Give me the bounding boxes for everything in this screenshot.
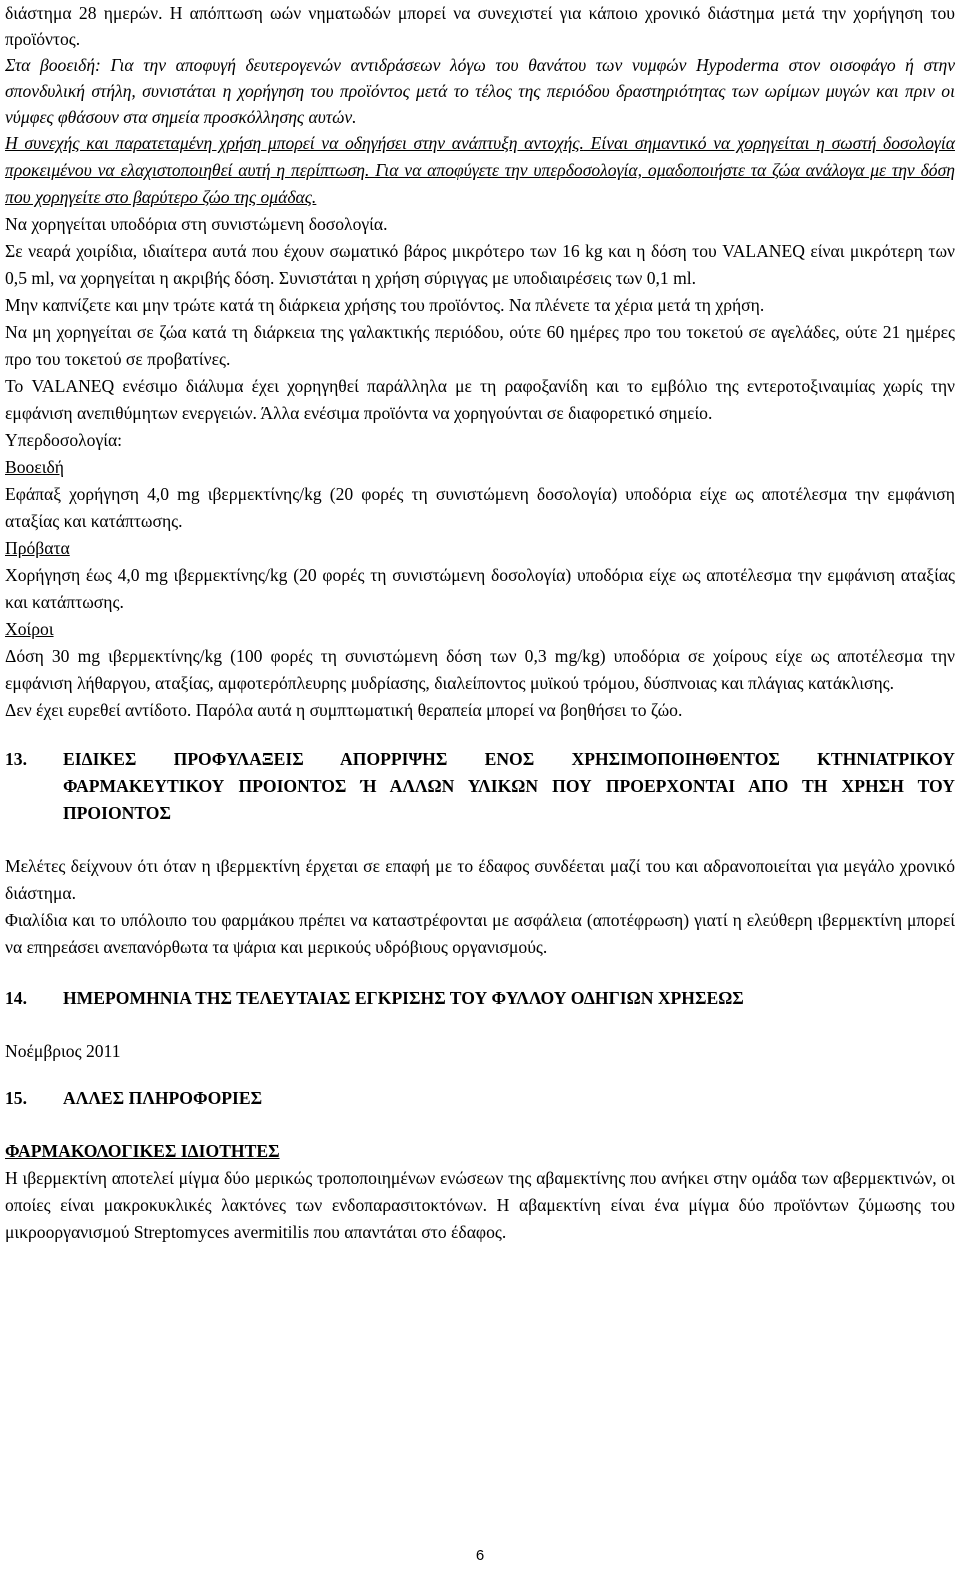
section-title: ΕΙΔΙΚΕΣ ΠΡΟΦΥΛΑΞΕΙΣ ΑΠΟΡΡΙΨΗΣ ΕΝΟΣ ΧΡΗΣΙΜΟΠΟΙΗΘΕΝΤΟΣ ΚΤΗΝΙΑΤΡΙΚΟΥ ΦΑΡΜΑΚΕΥΤΙΚΟΥ ΠΡΟΙΟΝΤΟΣ Ή ΑΛΛΩΝ ΥΛΙΚΩΝ ΠΟΥ ΠΡΟΕΡΧΟΝΤΑΙ ΑΠΟ ΤΗ ΧΡΗΣΗ ΤΟΥ ΠΡΟΙΟΝΤΟΣ <box>63 749 955 823</box>
section-14-heading <box>5 985 955 1012</box>
paragraph-text: Μην καπνίζετε και μην τρώτε κατά τη διάρκεια χρήσης του προϊόντος. <box>5 295 505 315</box>
spacer <box>5 1012 955 1038</box>
overdose-label: Υπερδοσολογία: <box>5 430 123 450</box>
paragraph-text: Σε νεαρά χοιρίδια, ιδιαίτερα αυτά που έχουν σωματικό βάρος μικρότερο των 16 kg και η δόση του VALANEQ είναι μικρότερη των 0,5 ml, να χορηγείται η ακριβής δόση. <box>5 241 955 288</box>
page-number: 6 <box>475 1547 485 1564</box>
pigs-overdose-text: Δόση 30 mg ιβερμεκτίνης/kg (100 φορές τη συνιστώμενη δόση των 0,3 mg/kg) υποδόρια σε χοίρους είχε ως αποτέλεσμα την εμφάνιση λήθαργου, αταξίας, αμφοτερόπλευρης μυδρίασης, διαλείποντος μυϊκού τρόμου, δύσπνοιας και πλάγιας κατάκλισης. <box>5 646 955 693</box>
paragraph-text: Στα βοοειδή: Για την αποφυγή δευτερογενών αντιδράσεων λόγω του θανάτου των νυμφών Hypoderma στον οισοφάγο ή στην σπονδυλική στήλη, συνιστάται η χορήγηση του προϊόντος μετά το τέλος της περιόδου δραστηριότητας των ωρίμων μυγών και πριν οι νύμφες φθάσουν στα σημεία προσκόλλησης αυτών. <box>5 55 955 127</box>
paragraph-resistance <box>5 130 955 211</box>
document-page <box>5 0 955 1246</box>
section-number: 13. <box>5 749 27 769</box>
section-15-paragraph-1: Η ιβερμεκτίνη αποτελεί μίγμα δύο μερικώς τροποποιημένων ενώσεων της αβαμεκτίνης που ανήκει στην ομάδα των αβερμεκτινών, οι οποίες είναι μακροκυκλικές λακτόνες των ενδοπαρασιτοκτόνων. Η αβαμεκτίνη είναι ένα μίγμα δύο προϊόντων ζύμωσης του μικροοργανισμού Streptomyces avermitilis που απαντάται στο έδαφος. <box>5 1168 955 1242</box>
spacer <box>5 724 955 746</box>
correct-dose-sentence: Είναι σημαντικό να χορηγείται η σωστή δοσολογία προκειμένου να ελαχιστοποιηθεί αυτή η περίπτωση. <box>5 133 955 180</box>
sheep-label: Πρόβατα <box>5 538 70 558</box>
paragraph-text: Άλλα ενέσιμα προϊόντα να χορηγούνται σε διαφορετικό σημείο. <box>256 403 713 423</box>
resistance-sentence: Η συνεχής και παρατεταμένη χρήση μπορεί να οδηγήσει στην ανάπτυξη αντοχής. <box>5 133 584 153</box>
paragraph-lactation <box>5 319 955 373</box>
cattle-label: Βοοειδή <box>5 457 64 477</box>
section-title: ΗΜΕΡΟΜΗΝΙΑ ΤΗΣ ΤΕΛΕΥΤΑΙΑΣ ΕΓΚΡΙΣΗΣ ΤΟΥ ΦΥΛΛΟΥ ΟΔΗΓΙΩΝ ΧΡΗΣΕΩΣ <box>63 988 744 1008</box>
cattle-overdose-text: Εφάπαξ χορήγηση 4,0 mg ιβερμεκτίνης/kg (20 φορές τη συνιστώμενη δοσολογία) υποδόρια είχε ως αποτέλεσμα την εμφάνιση αταξίας και κατάπτωσης. <box>5 484 955 531</box>
paragraph-text: Να πλένετε τα χέρια μετά τη χρήση. <box>504 295 765 315</box>
paragraph-piglets <box>5 238 955 292</box>
paragraph-text: Το VALANEQ ενέσιμο διάλυμα έχει χορηγηθεί παράλληλα με τη ραφοξανίδη και το εμβόλιο της εντεροτοξιναιμίας χωρίς την εμφάνιση ανεπιθύμητων ενεργειών. <box>5 376 955 423</box>
paragraph-no-smoking <box>5 292 955 319</box>
pharmacological-properties-heading: ΦΑΡΜΑΚΟΛΟΓΙΚΕΣ ΙΔΙΟΤΗΤΕΣ <box>5 1141 280 1161</box>
paragraph-text: Να χορηγείται υποδόρια στη συνιστώμενη δοσολογία. <box>5 214 388 234</box>
section-15-heading <box>5 1085 955 1112</box>
paragraph-coadministration <box>5 373 955 427</box>
section-13-paragraph-2: Φιαλίδια και το υπόλοιπο του φαρμάκου πρέπει να καταστρέφονται με ασφάλεια (αποτέφρωση) γιατί η ελεύθερη ιβερμεκτίνη μπορεί να επηρεάσει ανεπανόρθωτα τα ψάρια και μερικούς υδρόβιους οργανισμούς. <box>5 910 955 957</box>
paragraph-egg-shedding <box>5 0 955 52</box>
paragraph-text: διάστημα 28 ημερών. Η απόπτωση ωών νηματωδών μπορεί να συνεχιστεί για κάποιο χρονικό διάστημα μετά την χορήγηση του προϊόντος. <box>5 3 955 49</box>
spacer <box>5 1112 955 1138</box>
spacer <box>5 1065 955 1085</box>
section-13-heading <box>5 746 955 827</box>
paragraph-text: Να μη χορηγείται σε ζώα κατά τη διάρκεια της γαλακτικής περιόδου, ούτε 60 ημέρες προ του τοκετού σε αγελάδες, ούτε 21 ημέρες προ του τοκετού σε προβατίνες. <box>5 322 955 369</box>
sheep-overdose-text: Χορήγηση έως 4,0 mg ιβερμεκτίνης/kg (20 φορές τη συνιστώμενη δοσολογία) υποδόρια είχε ως αποτέλεσμα την εμφάνιση αταξίας και κατάπτωσης. <box>5 565 955 612</box>
spacer <box>5 961 955 985</box>
section-number: 14. <box>5 988 27 1008</box>
paragraph-subcutaneous <box>5 211 955 238</box>
approval-date: Νοέμβριος 2011 <box>5 1041 121 1061</box>
grouping-sentence: Για να αποφύγετε την υπερδοσολογία, ομαδοποιήστε τα ζώα ανάλογα με την δόση που χορηγείτε στο βαρύτερο ζώο της ομάδας. <box>5 160 955 207</box>
section-13-paragraph-1: Μελέτες δείχνουν ότι όταν η ιβερμεκτίνη έρχεται σε επαφή με το έδαφος συνδέεται μαζί του και αδρανοποιείται για μεγάλο χρονικό διάστημα. <box>5 856 955 903</box>
pigs-label: Χοίροι <box>5 619 54 639</box>
spacer <box>5 827 955 853</box>
paragraph-text: Συνιστάται η χρήση σύριγγας με υποδιαιρέσεις των 0,1 ml. <box>274 268 697 288</box>
paragraph-hypoderma <box>5 52 955 130</box>
section-number: 15. <box>5 1088 27 1108</box>
antidote-text: Δεν έχει ευρεθεί αντίδοτο. Παρόλα αυτά η συμπτωματική θεραπεία μπορεί να βοηθήσει το ζώο. <box>5 700 683 720</box>
section-title: ΑΛΛΕΣ ΠΛΗΡΟΦΟΡΙΕΣ <box>63 1088 263 1108</box>
